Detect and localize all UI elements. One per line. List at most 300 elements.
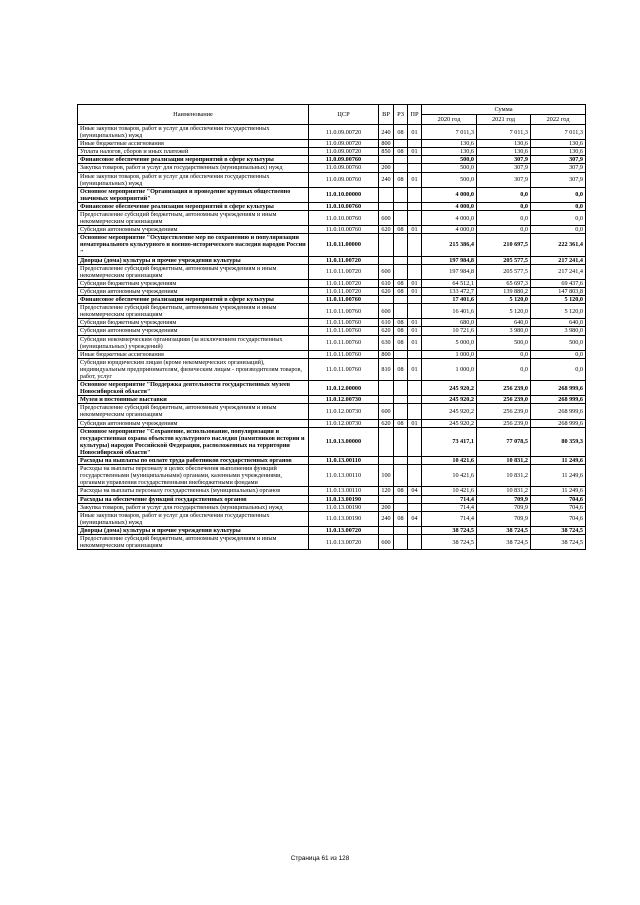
cell-pr: 04 bbox=[408, 487, 422, 495]
cell-name: Предоставление субсидий бюджетным, автономным учреждениям и иным некоммерческим организациям bbox=[78, 304, 309, 319]
cell-csr: 11.0.11.00760 bbox=[309, 296, 379, 304]
cell-rz bbox=[394, 465, 408, 487]
cell-2022: 130,6 bbox=[531, 140, 586, 148]
table-row bbox=[78, 457, 586, 465]
table-body bbox=[78, 125, 586, 550]
cell-pr bbox=[408, 457, 422, 465]
cell-pr: 01 bbox=[408, 358, 422, 380]
cell-2021: 3 980,0 bbox=[477, 327, 531, 335]
cell-2020: 1 000,0 bbox=[422, 350, 477, 358]
cell-name: Иные закупки товаров, работ и услуг для обеспечения государственных (муниципальных) нужд bbox=[78, 172, 309, 187]
cell-pr bbox=[408, 264, 422, 279]
cell-csr: 11.0.12.00730 bbox=[309, 404, 379, 419]
table-row bbox=[78, 256, 586, 264]
cell-csr: 11.0.10.00760 bbox=[309, 226, 379, 234]
cell-2022: 307,9 bbox=[531, 156, 586, 164]
cell-pr bbox=[408, 396, 422, 404]
cell-2021: 205 577,5 bbox=[477, 264, 531, 279]
cell-rz: 08 bbox=[394, 319, 408, 327]
cell-rz bbox=[394, 164, 408, 172]
cell-name: Иные закупки товаров, работ и услуг для обеспечения государственных (муниципальных) нужд bbox=[78, 511, 309, 526]
cell-2021: 7 011,3 bbox=[477, 125, 531, 140]
table-row bbox=[78, 226, 586, 234]
cell-2022: 38 724,5 bbox=[531, 526, 586, 534]
cell-name: Предоставление субсидий бюджетным, автономным учреждениям и иным некоммерческим организациям bbox=[78, 211, 309, 226]
cell-pr: 01 bbox=[408, 279, 422, 287]
cell-2020: 245 920,2 bbox=[422, 419, 477, 427]
cell-2021: 10 831,2 bbox=[477, 487, 531, 495]
cell-2021: 307,9 bbox=[477, 164, 531, 172]
cell-vr bbox=[379, 256, 394, 264]
cell-2020: 130,6 bbox=[422, 140, 477, 148]
cell-2020: 680,0 bbox=[422, 319, 477, 327]
cell-rz bbox=[394, 381, 408, 396]
cell-pr bbox=[408, 256, 422, 264]
cell-2021: 709,9 bbox=[477, 495, 531, 503]
cell-2020: 73 417,1 bbox=[422, 427, 477, 456]
cell-csr: 11.0.10.00760 bbox=[309, 202, 379, 210]
header-pr: ПР bbox=[408, 105, 422, 125]
cell-2021: 0,0 bbox=[477, 202, 531, 210]
cell-2022: 0,0 bbox=[531, 211, 586, 226]
cell-pr bbox=[408, 156, 422, 164]
cell-pr: 01 bbox=[408, 327, 422, 335]
cell-vr: 120 bbox=[379, 487, 394, 495]
cell-pr bbox=[408, 495, 422, 503]
cell-name: Финансовое обеспечение реализации мероприятий в сфере культуры bbox=[78, 156, 309, 164]
table-row bbox=[78, 148, 586, 156]
cell-2022: 80 359,3 bbox=[531, 427, 586, 456]
cell-csr: 11.0.13.00110 bbox=[309, 465, 379, 487]
cell-name: Субсидии некоммерческим организациям (за исключением государственных (муниципальных) учреждений) bbox=[78, 335, 309, 350]
cell-vr: 240 bbox=[379, 125, 394, 140]
cell-csr: 11.0.11.00720 bbox=[309, 279, 379, 287]
cell-rz bbox=[394, 457, 408, 465]
cell-2022: 38 724,5 bbox=[531, 534, 586, 549]
cell-2022: 704,6 bbox=[531, 495, 586, 503]
cell-name: Субсидии юридическим лицам (кроме некоммерческих организаций), индивидуальным предпринимателям, физическим лицам - производителям товаров, работ, услуг bbox=[78, 358, 309, 380]
cell-rz bbox=[394, 234, 408, 256]
cell-name: Расходы на выплаты персоналу государственных (муниципальных) органов bbox=[78, 487, 309, 495]
cell-vr bbox=[379, 457, 394, 465]
cell-vr: 800 bbox=[379, 350, 394, 358]
cell-2020: 7 011,3 bbox=[422, 125, 477, 140]
cell-name: Расходы на выплаты по оплате труда работников государственных органов bbox=[78, 457, 309, 465]
cell-2020: 10 721,6 bbox=[422, 327, 477, 335]
table-row bbox=[78, 327, 586, 335]
cell-2022: 0,0 bbox=[531, 202, 586, 210]
cell-2020: 5 000,0 bbox=[422, 335, 477, 350]
cell-csr: 11.0.11.00760 bbox=[309, 327, 379, 335]
cell-2020: 10 421,6 bbox=[422, 465, 477, 487]
cell-csr: 11.0.11.00760 bbox=[309, 304, 379, 319]
cell-2022: 500,0 bbox=[531, 335, 586, 350]
cell-2021: 0,0 bbox=[477, 187, 531, 202]
cell-csr: 11.0.11.00760 bbox=[309, 335, 379, 350]
cell-2020: 38 724,5 bbox=[422, 526, 477, 534]
table-row bbox=[78, 503, 586, 511]
table-row bbox=[78, 172, 586, 187]
cell-2022: 704,6 bbox=[531, 511, 586, 526]
cell-rz bbox=[394, 534, 408, 549]
table-row bbox=[78, 211, 586, 226]
cell-name: Субсидии автономным учреждениям bbox=[78, 287, 309, 295]
cell-2020: 4 000,0 bbox=[422, 187, 477, 202]
cell-2022: 307,9 bbox=[531, 164, 586, 172]
cell-2021: 77 078,5 bbox=[477, 427, 531, 456]
cell-rz: 08 bbox=[394, 487, 408, 495]
cell-2022: 147 803,8 bbox=[531, 287, 586, 295]
cell-vr: 620 bbox=[379, 327, 394, 335]
cell-2020: 4 000,0 bbox=[422, 226, 477, 234]
cell-rz: 08 bbox=[394, 327, 408, 335]
cell-2022: 268 999,6 bbox=[531, 404, 586, 419]
cell-csr: 11.0.09.00760 bbox=[309, 156, 379, 164]
table-row bbox=[78, 234, 586, 256]
table-row bbox=[78, 187, 586, 202]
cell-name: Предоставление субсидий бюджетным, автономным учреждениям и иным некоммерческим организациям bbox=[78, 264, 309, 279]
cell-name: Основное мероприятие "Осуществление мер по сохранению и популяризации нематериального культурного и военно-исторического наследия народов России " bbox=[78, 234, 309, 256]
cell-rz: 08 bbox=[394, 172, 408, 187]
header-sum: Сумма bbox=[422, 105, 586, 115]
cell-2021: 65 697,3 bbox=[477, 279, 531, 287]
cell-rz bbox=[394, 304, 408, 319]
cell-csr: 11.0.09.00760 bbox=[309, 164, 379, 172]
cell-name: Музеи и постоянные выставки bbox=[78, 396, 309, 404]
cell-rz bbox=[394, 202, 408, 210]
cell-csr: 11.0.13.00110 bbox=[309, 487, 379, 495]
table-row bbox=[78, 381, 586, 396]
cell-pr: 04 bbox=[408, 511, 422, 526]
cell-2022: 3 980,0 bbox=[531, 327, 586, 335]
cell-2020: 500,0 bbox=[422, 164, 477, 172]
budget-table bbox=[77, 104, 586, 550]
table-row bbox=[78, 296, 586, 304]
cell-rz bbox=[394, 350, 408, 358]
cell-vr: 600 bbox=[379, 304, 394, 319]
cell-csr: 11.0.13.00720 bbox=[309, 534, 379, 549]
cell-2022: 7 011,3 bbox=[531, 125, 586, 140]
table-row bbox=[78, 534, 586, 549]
cell-vr bbox=[379, 296, 394, 304]
table-row bbox=[78, 156, 586, 164]
cell-rz: 08 bbox=[394, 279, 408, 287]
cell-csr: 11.0.12.00000 bbox=[309, 381, 379, 396]
cell-2020: 500,0 bbox=[422, 156, 477, 164]
table-row bbox=[78, 319, 586, 327]
cell-2022: 0,0 bbox=[531, 187, 586, 202]
cell-2021: 0,0 bbox=[477, 211, 531, 226]
cell-vr bbox=[379, 234, 394, 256]
cell-pr bbox=[408, 350, 422, 358]
cell-vr: 800 bbox=[379, 140, 394, 148]
cell-pr: 01 bbox=[408, 148, 422, 156]
cell-vr: 600 bbox=[379, 211, 394, 226]
cell-name: Иные закупки товаров, работ и услуг для обеспечения государственных (муниципальных) нужд bbox=[78, 125, 309, 140]
cell-csr: 11.0.09.00760 bbox=[309, 172, 379, 187]
cell-name: Субсидии автономным учреждениям bbox=[78, 419, 309, 427]
cell-2022: 268 999,6 bbox=[531, 381, 586, 396]
cell-name: Субсидии автономным учреждениям bbox=[78, 327, 309, 335]
table-row bbox=[78, 140, 586, 148]
cell-pr bbox=[408, 503, 422, 511]
cell-2021: 130,6 bbox=[477, 148, 531, 156]
cell-2022: 307,9 bbox=[531, 172, 586, 187]
cell-2021: 10 831,2 bbox=[477, 457, 531, 465]
cell-2021: 210 697,5 bbox=[477, 234, 531, 256]
cell-2020: 38 724,5 bbox=[422, 534, 477, 549]
cell-2021: 0,0 bbox=[477, 226, 531, 234]
cell-2021: 709,9 bbox=[477, 503, 531, 511]
cell-name: Основное мероприятие "Поддержка деятельности государственных музеев Новосибирской области" bbox=[78, 381, 309, 396]
cell-2020: 197 984,8 bbox=[422, 264, 477, 279]
cell-csr: 11.0.11.00760 bbox=[309, 319, 379, 327]
cell-vr bbox=[379, 427, 394, 456]
cell-rz bbox=[394, 296, 408, 304]
cell-rz bbox=[394, 404, 408, 419]
cell-csr: 11.0.09.00720 bbox=[309, 140, 379, 148]
cell-2021: 205 577,5 bbox=[477, 256, 531, 264]
cell-vr bbox=[379, 156, 394, 164]
cell-2022: 69 437,6 bbox=[531, 279, 586, 287]
cell-2022: 222 361,4 bbox=[531, 234, 586, 256]
cell-vr bbox=[379, 202, 394, 210]
header-vr: ВР bbox=[379, 105, 394, 125]
cell-2020: 215 386,4 bbox=[422, 234, 477, 256]
cell-2022: 5 120,0 bbox=[531, 296, 586, 304]
header-name: Наименование bbox=[78, 105, 309, 125]
cell-name: Предоставление субсидий бюджетным, автономным учреждениям и иным некоммерческим организациям bbox=[78, 534, 309, 549]
table-row bbox=[78, 419, 586, 427]
cell-name: Субсидии бюджетным учреждениям bbox=[78, 279, 309, 287]
cell-pr: 01 bbox=[408, 335, 422, 350]
cell-2020: 4 000,0 bbox=[422, 202, 477, 210]
cell-rz bbox=[394, 427, 408, 456]
cell-2020: 10 421,6 bbox=[422, 487, 477, 495]
cell-csr: 11.0.12.00730 bbox=[309, 396, 379, 404]
cell-csr: 11.0.13.00190 bbox=[309, 503, 379, 511]
cell-rz bbox=[394, 264, 408, 279]
cell-vr: 200 bbox=[379, 503, 394, 511]
cell-rz: 08 bbox=[394, 358, 408, 380]
cell-2022: 704,6 bbox=[531, 503, 586, 511]
cell-2021: 256 239,0 bbox=[477, 419, 531, 427]
cell-csr: 11.0.10.00000 bbox=[309, 187, 379, 202]
cell-csr: 11.0.10.00760 bbox=[309, 211, 379, 226]
cell-pr bbox=[408, 164, 422, 172]
cell-pr bbox=[408, 534, 422, 549]
cell-csr: 11.0.09.00720 bbox=[309, 148, 379, 156]
table-row bbox=[78, 358, 586, 380]
cell-csr: 11.0.11.00000 bbox=[309, 234, 379, 256]
cell-2022: 11 249,6 bbox=[531, 465, 586, 487]
cell-pr bbox=[408, 465, 422, 487]
cell-pr bbox=[408, 404, 422, 419]
cell-rz bbox=[394, 396, 408, 404]
cell-2020: 714,4 bbox=[422, 511, 477, 526]
cell-pr bbox=[408, 381, 422, 396]
cell-2020: 500,0 bbox=[422, 172, 477, 187]
cell-name: Субсидии бюджетным учреждениям bbox=[78, 319, 309, 327]
cell-name: Уплата налогов, сборов и иных платежей bbox=[78, 148, 309, 156]
cell-name: Закупка товаров, работ и услуг для государственных (муниципальных) нужд bbox=[78, 164, 309, 172]
cell-name: Основное мероприятие "Организация и проведение крупных общественно значимых мероприятий" bbox=[78, 187, 309, 202]
cell-vr bbox=[379, 396, 394, 404]
cell-vr: 810 bbox=[379, 358, 394, 380]
cell-pr bbox=[408, 202, 422, 210]
cell-vr: 240 bbox=[379, 172, 394, 187]
cell-name: Закупка товаров, работ и услуг для государственных (муниципальных) нужд bbox=[78, 503, 309, 511]
cell-2021: 0,0 bbox=[477, 350, 531, 358]
cell-csr: 11.0.11.00720 bbox=[309, 264, 379, 279]
cell-csr: 11.0.09.00720 bbox=[309, 125, 379, 140]
cell-csr: 11.0.13.00190 bbox=[309, 511, 379, 526]
cell-2020: 197 984,8 bbox=[422, 256, 477, 264]
cell-vr: 200 bbox=[379, 164, 394, 172]
cell-rz: 08 bbox=[394, 148, 408, 156]
header-csr: ЦСР bbox=[309, 105, 379, 125]
table-row bbox=[78, 427, 586, 456]
cell-rz bbox=[394, 140, 408, 148]
cell-csr: 11.0.11.00760 bbox=[309, 358, 379, 380]
cell-2022: 0,0 bbox=[531, 358, 586, 380]
header-rz: РЗ bbox=[394, 105, 408, 125]
cell-csr: 11.0.11.00720 bbox=[309, 256, 379, 264]
cell-2022: 640,0 bbox=[531, 319, 586, 327]
cell-vr: 610 bbox=[379, 279, 394, 287]
cell-name: Финансовое обеспечение реализации мероприятий в сфере культуры bbox=[78, 296, 309, 304]
cell-csr: 11.0.12.00730 bbox=[309, 419, 379, 427]
cell-vr: 620 bbox=[379, 419, 394, 427]
cell-2021: 640,0 bbox=[477, 319, 531, 327]
table-row bbox=[78, 495, 586, 503]
cell-2021: 0,0 bbox=[477, 358, 531, 380]
cell-pr bbox=[408, 140, 422, 148]
cell-name: Расходы на выплаты персоналу в целях обеспечения выполнения функций государственными (муниципальными) органами, казенными учреждениями, органами управления государственными внебюджетными фондами bbox=[78, 465, 309, 487]
cell-2022: 0,0 bbox=[531, 226, 586, 234]
cell-2021: 139 880,2 bbox=[477, 287, 531, 295]
cell-rz: 08 bbox=[394, 511, 408, 526]
cell-csr: 11.0.13.00000 bbox=[309, 427, 379, 456]
cell-rz bbox=[394, 187, 408, 202]
cell-rz: 08 bbox=[394, 287, 408, 295]
cell-vr bbox=[379, 187, 394, 202]
table-row bbox=[78, 125, 586, 140]
cell-name: Субсидии автономным учреждениям bbox=[78, 226, 309, 234]
cell-name: Иные бюджетные ассигнования bbox=[78, 140, 309, 148]
table-row bbox=[78, 526, 586, 534]
cell-vr bbox=[379, 526, 394, 534]
cell-2020: 16 401,6 bbox=[422, 304, 477, 319]
cell-rz bbox=[394, 211, 408, 226]
cell-csr: 11.0.13.00720 bbox=[309, 526, 379, 534]
cell-2020: 245 920,2 bbox=[422, 396, 477, 404]
cell-2022: 217 241,4 bbox=[531, 256, 586, 264]
cell-pr: 01 bbox=[408, 287, 422, 295]
cell-name: Основное мероприятие "Сохранение, использование, популяризация и государственная охрана объектов культурного наследия (памятников истории и культуры) народов Российской Федерации, расположенных на территории Новосибирской области" bbox=[78, 427, 309, 456]
table-row bbox=[78, 465, 586, 487]
cell-pr bbox=[408, 211, 422, 226]
cell-2020: 714,4 bbox=[422, 495, 477, 503]
cell-vr: 850 bbox=[379, 148, 394, 156]
cell-2021: 256 239,0 bbox=[477, 381, 531, 396]
cell-name: Дворцы (дома) культуры и прочие учреждения культуры bbox=[78, 256, 309, 264]
cell-2020: 4 000,0 bbox=[422, 211, 477, 226]
cell-pr: 01 bbox=[408, 226, 422, 234]
cell-2022: 217 241,4 bbox=[531, 264, 586, 279]
cell-2022: 0,0 bbox=[531, 350, 586, 358]
cell-vr: 600 bbox=[379, 264, 394, 279]
cell-2021: 5 120,0 bbox=[477, 296, 531, 304]
table-row bbox=[78, 287, 586, 295]
cell-vr bbox=[379, 381, 394, 396]
page-number: Страница 61 из 128 bbox=[290, 855, 350, 862]
cell-2022: 130,6 bbox=[531, 148, 586, 156]
cell-name: Расходы на обеспечение функций государственных органов bbox=[78, 495, 309, 503]
cell-pr bbox=[408, 187, 422, 202]
cell-rz: 08 bbox=[394, 419, 408, 427]
cell-vr: 600 bbox=[379, 534, 394, 549]
header-2022: 2022 год bbox=[531, 115, 586, 125]
cell-rz bbox=[394, 156, 408, 164]
cell-name: Предоставление субсидий бюджетным, автономным учреждениям и иным некоммерческим организациям bbox=[78, 404, 309, 419]
cell-2020: 245 920,2 bbox=[422, 381, 477, 396]
cell-pr bbox=[408, 296, 422, 304]
cell-2021: 5 120,0 bbox=[477, 304, 531, 319]
cell-rz bbox=[394, 526, 408, 534]
cell-vr: 620 bbox=[379, 287, 394, 295]
cell-pr bbox=[408, 304, 422, 319]
cell-vr bbox=[379, 495, 394, 503]
cell-vr: 240 bbox=[379, 511, 394, 526]
cell-2021: 500,0 bbox=[477, 335, 531, 350]
cell-name: Финансовое обеспечение реализации мероприятий в сфере культуры bbox=[78, 202, 309, 210]
cell-2021: 256 239,0 bbox=[477, 396, 531, 404]
cell-pr: 01 bbox=[408, 319, 422, 327]
cell-2020: 245 920,2 bbox=[422, 404, 477, 419]
table-row bbox=[78, 264, 586, 279]
cell-2022: 268 999,6 bbox=[531, 396, 586, 404]
cell-2021: 256 239,0 bbox=[477, 404, 531, 419]
table-row bbox=[78, 350, 586, 358]
cell-pr bbox=[408, 427, 422, 456]
table-row bbox=[78, 304, 586, 319]
cell-2020: 17 401,6 bbox=[422, 296, 477, 304]
table-row bbox=[78, 487, 586, 495]
cell-2020: 64 512,1 bbox=[422, 279, 477, 287]
cell-2020: 130,6 bbox=[422, 148, 477, 156]
cell-2020: 133 472,7 bbox=[422, 287, 477, 295]
table-header bbox=[78, 105, 586, 125]
cell-2022: 11 249,6 bbox=[531, 487, 586, 495]
cell-csr: 11.0.11.00720 bbox=[309, 287, 379, 295]
cell-2022: 5 120,0 bbox=[531, 304, 586, 319]
cell-name: Дворцы (дома) культуры и прочие учреждения культуры bbox=[78, 526, 309, 534]
table-row bbox=[78, 396, 586, 404]
cell-rz: 08 bbox=[394, 226, 408, 234]
table-row bbox=[78, 335, 586, 350]
cell-csr: 11.0.11.00760 bbox=[309, 350, 379, 358]
cell-2021: 307,9 bbox=[477, 156, 531, 164]
table-row bbox=[78, 164, 586, 172]
cell-2020: 714,4 bbox=[422, 503, 477, 511]
table-row bbox=[78, 404, 586, 419]
header-2021: 2021 год bbox=[477, 115, 531, 125]
cell-pr: 01 bbox=[408, 172, 422, 187]
cell-2021: 307,9 bbox=[477, 172, 531, 187]
cell-2021: 709,9 bbox=[477, 511, 531, 526]
cell-vr: 600 bbox=[379, 404, 394, 419]
